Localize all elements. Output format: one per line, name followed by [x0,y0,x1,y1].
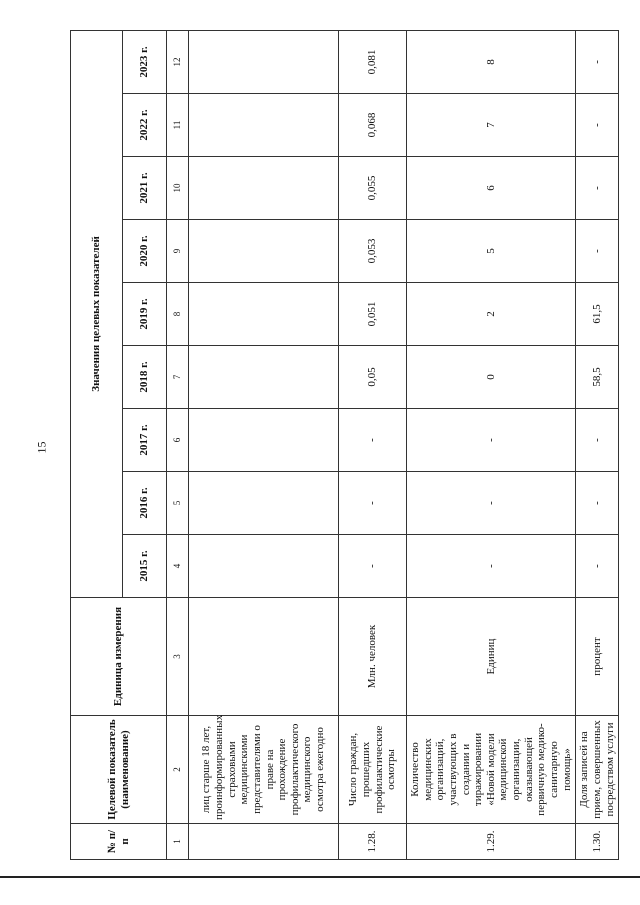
row-value [189,157,339,220]
row-value [189,346,339,409]
row-name: Количество медицинских организаций, участвующих в создании и тиражировании «Новой модели медицинской организации, оказывающей первичную медико-санитарную помощь» [407,716,576,824]
row-value: - [339,409,407,472]
row-value: 0,051 [339,283,407,346]
column-number: 10 [167,157,189,220]
column-numbers-row [167,30,189,859]
row-value [189,30,339,93]
header-year: 2022 г. [123,94,167,157]
row-value: - [339,472,407,535]
row-value: - [576,157,619,220]
column-number: 8 [167,283,189,346]
row-num: 1.28. [339,824,407,860]
header-year: 2019 г. [123,283,167,346]
column-number: 5 [167,472,189,535]
header-year: 2017 г. [123,409,167,472]
row-value: 5 [407,220,576,283]
table-row [407,30,576,859]
row-value [189,472,339,535]
row-unit: Единиц [407,598,576,716]
table-row [189,30,339,859]
row-value: 0 [407,346,576,409]
row-value: - [576,535,619,598]
row-name: Число граждан, прошедших профилактические осмотры [339,716,407,824]
page-number: 15 [34,441,49,454]
row-value: 0,081 [339,30,407,93]
row-num: 1.29. [407,824,576,860]
row-value: 0,053 [339,220,407,283]
row-value [189,220,339,283]
row-value: - [576,30,619,93]
page-bottom-rule [0,876,640,878]
row-value: 0,055 [339,157,407,220]
row-unit: процент [576,598,619,716]
row-value: - [407,472,576,535]
header-year: 2023 г. [123,30,167,93]
row-value [189,283,339,346]
row-value: - [407,409,576,472]
header-values: Значения целевых показателей [71,30,123,597]
column-number: 1 [167,824,189,860]
row-value: 6 [407,157,576,220]
row-value [189,94,339,157]
row-value: - [576,472,619,535]
row-unit: Млн. человек [339,598,407,716]
table-row [339,30,407,859]
row-value: 61,5 [576,283,619,346]
row-value: 7 [407,94,576,157]
column-number: 3 [167,598,189,716]
column-number: 7 [167,346,189,409]
row-value: - [576,409,619,472]
target-indicators-table [70,30,619,860]
header-year: 2021 г. [123,157,167,220]
header-year: 2020 г. [123,220,167,283]
row-value: 0,068 [339,94,407,157]
header-year: 2015 г. [123,535,167,598]
row-num: 1.30. [576,824,619,860]
row-value: 2 [407,283,576,346]
row-value: 8 [407,30,576,93]
row-value: - [576,220,619,283]
row-value [189,409,339,472]
column-number: 9 [167,220,189,283]
header-num: № п/п [71,824,167,860]
row-unit [189,598,339,716]
row-value [189,535,339,598]
rotated-table-frame [70,30,616,860]
row-name: лиц старше 18 лет, проинформированных страховыми медицинскими представителями о праве на прохождение профилактического медицинского осмотра ежегодно [189,716,339,824]
column-number: 6 [167,409,189,472]
row-value: - [339,535,407,598]
header-indicator: Целевой показатель (наименование) [71,716,167,824]
column-number: 11 [167,94,189,157]
column-number: 4 [167,535,189,598]
row-value: - [407,535,576,598]
row-value: 0,05 [339,346,407,409]
header-unit: Единица измерения [71,598,167,716]
column-number: 12 [167,30,189,93]
row-value: - [576,94,619,157]
header-row-1 [71,30,123,859]
row-name: Доля записей на прием, совершенных посредством услуги [576,716,619,824]
column-number: 2 [167,716,189,824]
table-row [576,30,619,859]
rotated-table-container [70,30,616,860]
row-value: 58,5 [576,346,619,409]
header-year: 2016 г. [123,472,167,535]
row-num [189,824,339,860]
header-year: 2018 г. [123,346,167,409]
